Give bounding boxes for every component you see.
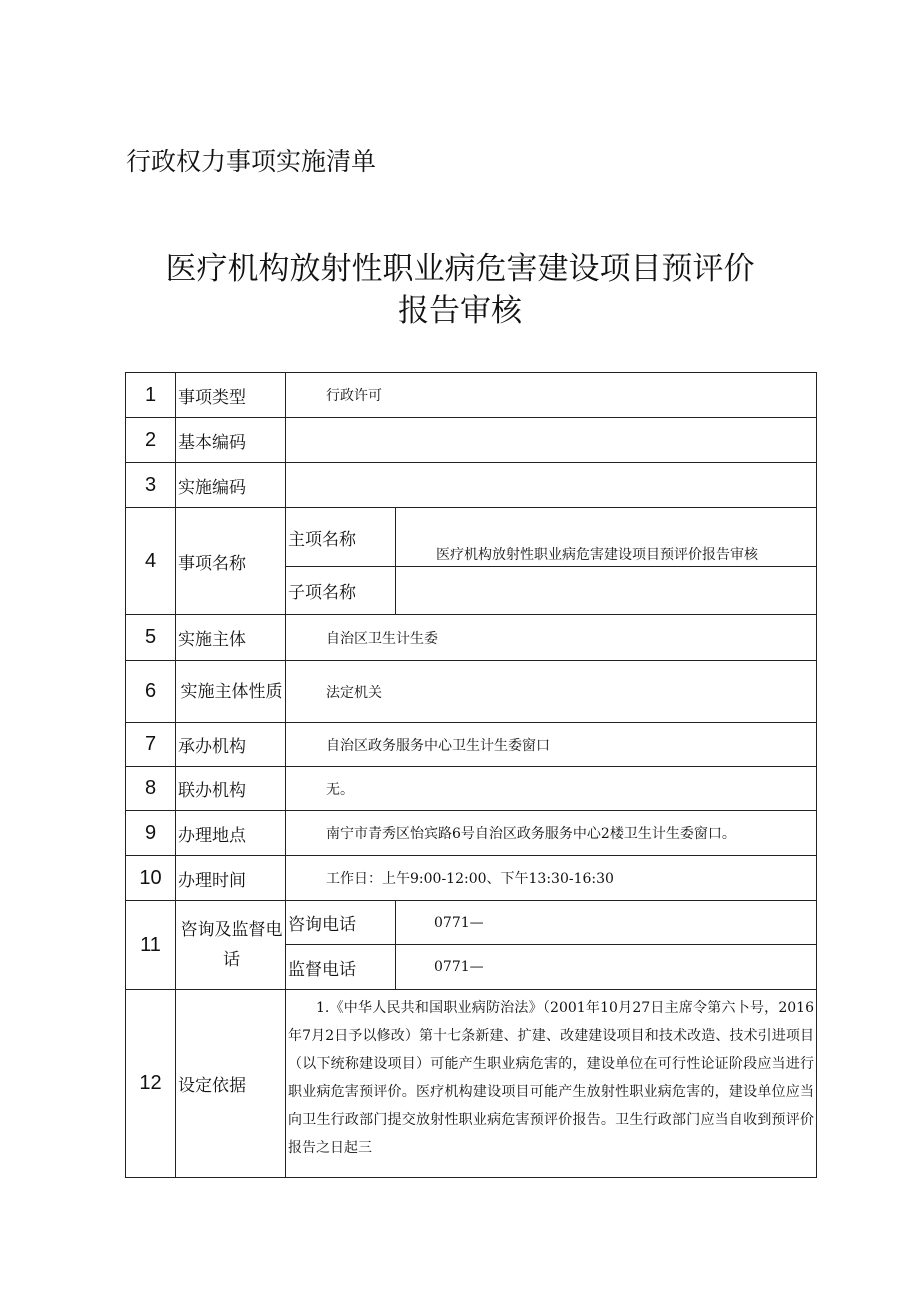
row-label: 承办机构	[176, 723, 286, 767]
row-label: 事项名称	[176, 508, 286, 615]
row-label: 实施主体性质	[176, 661, 286, 723]
row-label: 办理地点	[176, 811, 286, 856]
row-number: 3	[126, 463, 176, 508]
consult-phone-value: 0771—	[396, 901, 817, 945]
row-number: 7	[126, 723, 176, 767]
row-number: 8	[126, 767, 176, 811]
row-label: 咨询及监督电话	[176, 901, 286, 990]
row-number: 11	[126, 901, 176, 990]
row-label: 基本编码	[176, 418, 286, 463]
table-row	[126, 661, 817, 723]
row-label: 实施主体	[176, 615, 286, 661]
info-table	[125, 372, 817, 1178]
sub-item-value	[396, 567, 817, 615]
row-number: 6	[126, 661, 176, 723]
table-row	[126, 508, 817, 567]
row-value	[286, 463, 817, 508]
document-title-line-1: 医疗机构放射性职业病危害建设项目预评价	[165, 251, 755, 287]
row-number: 9	[126, 811, 176, 856]
item-name-value: 医疗机构放射性职业病危害建设项目预评价报告审核	[396, 508, 817, 567]
row-number: 12	[126, 990, 176, 1178]
table-row	[126, 418, 817, 463]
row-label: 设定依据	[176, 990, 286, 1178]
row-value: 法定机关	[286, 661, 817, 723]
row-label: 事项类型	[176, 373, 286, 418]
row-value: 无。	[286, 767, 817, 811]
header-label: 行政权力事项实施清单	[126, 147, 377, 176]
table-row	[126, 615, 817, 661]
table-row	[126, 901, 817, 945]
row-value: 行政许可	[286, 373, 817, 418]
table-row	[126, 723, 817, 767]
row-value	[286, 418, 817, 463]
row-label: 联办机构	[176, 767, 286, 811]
row-number: 5	[126, 615, 176, 661]
document-title-line-2: 报告审核	[398, 293, 522, 329]
table-row	[126, 811, 817, 856]
table-row	[126, 856, 817, 901]
row-label: 实施编码	[176, 463, 286, 508]
row-number: 4	[126, 508, 176, 615]
main-item-label: 主项名称	[286, 508, 396, 567]
row-number: 10	[126, 856, 176, 901]
consult-phone-label: 咨询电话	[286, 901, 396, 945]
table-row	[126, 990, 817, 1178]
table-row	[126, 767, 817, 811]
row-value: 自治区卫生计生委	[286, 615, 817, 661]
legal-basis-text: 1.《中华人民共和国职业病防治法》（2001年10月27日主席令第六卜号，2016年7月2日予以修改）第十七条新建、扩建、改建建设项目和技术改造、技术引进项目（以下统称建设项目）可能产生职业病危害的，建设单位在可行性论证阶段应当进行职业病危害预评价。医疗机构建设项目可能产生放射性职业病危害的，建设单位应当向卫生行政部门提交放射性职业病危害预评价报告。卫生行政部门应当自收到预评价报告之日起三	[286, 990, 817, 1178]
row-value: 工作日：上午9:00-12:00、下午13:30-16:30	[286, 856, 817, 901]
row-number: 1	[126, 373, 176, 418]
supervise-phone-label: 监督电话	[286, 945, 396, 990]
table-row	[126, 463, 817, 508]
row-value: 南宁市青秀区怡宾路6号自治区政务服务中心2楼卫生计生委窗口。	[286, 811, 817, 856]
row-value: 自治区政务服务中心卫生计生委窗口	[286, 723, 817, 767]
sub-item-label: 子项名称	[286, 567, 396, 615]
table-row	[126, 373, 817, 418]
supervise-phone-value: 0771—	[396, 945, 817, 990]
row-label: 办理时间	[176, 856, 286, 901]
row-number: 2	[126, 418, 176, 463]
